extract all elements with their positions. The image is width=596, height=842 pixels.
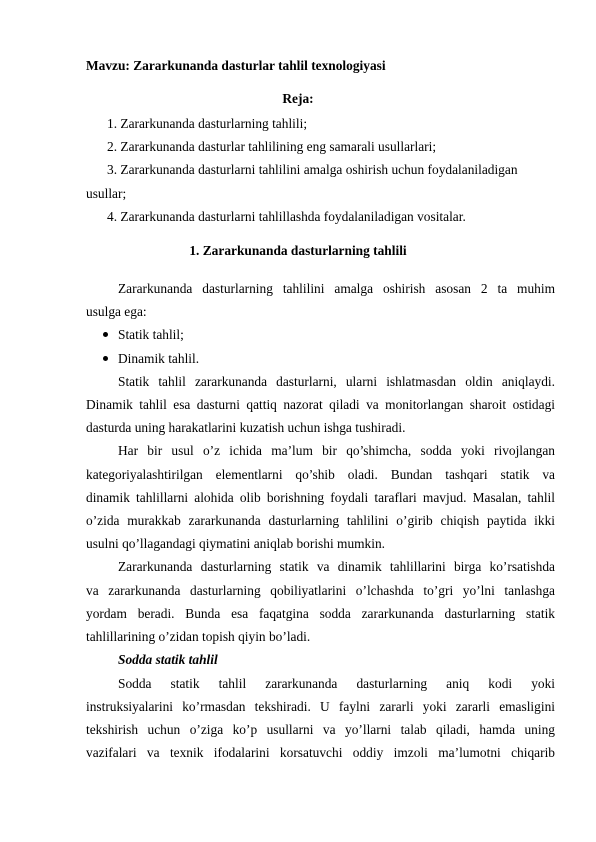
paragraph-line: dasturda uning harakatlarini kuzatish uchun ishga tushiradi. xyxy=(86,420,406,435)
bullet-text: Dinamik tahlil. xyxy=(118,351,200,366)
paragraph-line: Sodda statik tahlil zararkunanda dasturlarning aniq kodi yoki xyxy=(118,676,555,691)
bullet-icon xyxy=(103,356,108,361)
paragraph-line: o’zida murakkab zararkunanda dasturlarning tahlilini o’girib chiqish paytida ikki xyxy=(86,513,555,528)
paragraph-line: Har bir usul o’z ichida ma’lum bir qo’shimcha, sodda yoki rivojlangan xyxy=(118,443,555,458)
plan-item-continuation: usullar; xyxy=(86,186,127,201)
paragraph-line: Dinamik tahlil esa dasturni qattiq nazorat qiladi va monitorlangan sharoit ostidagi xyxy=(86,397,555,412)
plan-item: 4. Zararkunanda dasturlarni tahlillashda foydalaniladigan vositalar. xyxy=(107,209,466,224)
plan-item: 1. Zararkunanda dasturlarning tahlili; xyxy=(107,116,308,131)
paragraph-line: kategoriyalashtirilgan elementlarni qo’shib oladi. Bundan tashqari statik va xyxy=(86,467,555,482)
paragraph-line: yordam beradi. Bunda esa faqatgina sodda zararkunanda dasturlarning statik xyxy=(86,606,555,621)
subheading: Sodda statik tahlil xyxy=(118,652,218,667)
plan-heading: Reja: xyxy=(282,91,314,106)
paragraph-line: va zararkunanda dasturlarning qobiliyatlarini o’lchashda to’gri yo’lni tanlashga xyxy=(86,583,555,598)
document-title: Mavzu: Zararkunanda dasturlar tahlil texnologiyasi xyxy=(86,58,386,73)
bullet-text: Statik tahlil; xyxy=(118,327,184,342)
paragraph-line: tahlillarining o’zidan topish qiyin bo’ladi. xyxy=(86,629,311,644)
bullet-icon xyxy=(103,332,108,337)
paragraph-line: usulga ega: xyxy=(86,304,147,319)
plan-item: 2. Zararkunanda dasturlar tahlilining eng samarali usullarlari; xyxy=(107,139,437,154)
plan-item: 3. Zararkunanda dasturlarni tahlilini amalga oshirish uchun foydalaniladigan xyxy=(107,162,518,177)
paragraph-line: instruksiyalarini ko’rmasdan tekshiradi. U faylni zararli yoki zararli emasligini xyxy=(86,699,555,714)
paragraph-line: dinamik tahlillarni alohida olib borishning foydali taraflari mavjud. Masalan, tahlil xyxy=(86,490,555,505)
section-heading: 1. Zararkunanda dasturlarning tahlili xyxy=(189,243,407,258)
paragraph-line: Zararkunanda dasturlarning tahlilini amalga oshirish asosan 2 ta muhim xyxy=(118,281,555,296)
paragraph-line: Zararkunanda dasturlarning statik va dinamik tahlillarini birga ko’rsatishda xyxy=(118,559,555,574)
paragraph-line: usulni qo’llagandagi qiymatini aniqlab borishi mumkin. xyxy=(86,536,386,551)
paragraph-line: tekshirish uchun o’ziga ko’p usullarni va yo’llarni talab qiladi, hamda uning xyxy=(86,722,555,737)
paragraph-line: vazifalari va texnik ifodalarini korsatuvchi oddiy imzoli ma’lumotni chiqarib xyxy=(86,745,555,760)
paragraph-line: Statik tahlil zararkunanda dasturlarni, ularni ishlatmasdan oldin aniqlaydi. xyxy=(118,374,555,389)
